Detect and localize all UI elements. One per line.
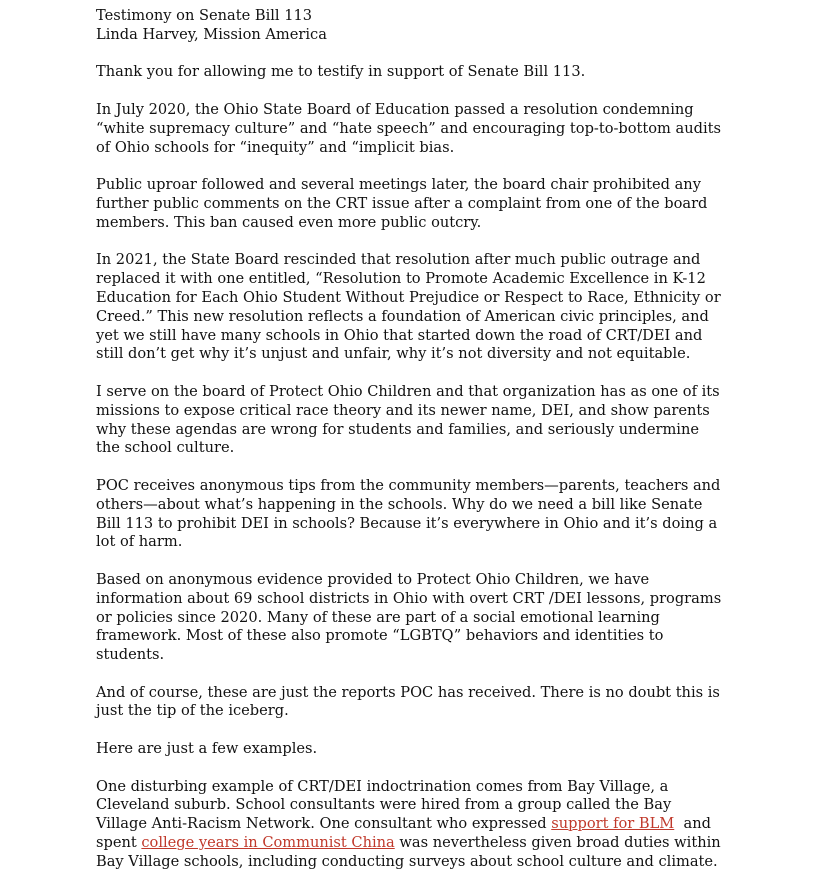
link-support-for-blm[interactable]: support for BLM <box>551 815 675 833</box>
bay-village-text-c: was nevertheless given broad duties within Bay Village schools, including conducting surveys about school culture and climate. <box>96 834 721 870</box>
paragraph-bay-village <box>96 778 726 872</box>
paragraph-public-uproar: Public uproar followed and several meetings later, the board chair prohibited any further public comments on the CRT issue after a complaint from one of the board members. This ban caused even more public outcry. <box>96 176 708 231</box>
document-title: Testimony on Senate Bill 113 <box>96 7 313 24</box>
paragraph-evidence: Based on anonymous evidence provided to Protect Ohio Children, we have information about 69 school districts in Ohio with overt CRT /DEI lessons, programs or policies since 2020. Many of these are part of a social emotional learning framework. Most of these also promote “LGBTQ” behaviors and identities to students. <box>96 570 722 664</box>
bay-village-text-b: and spent <box>96 815 716 852</box>
document-page <box>96 7 726 890</box>
paragraph-resolution-2020: In July 2020, the Ohio State Board of Education passed a resolution condemning “white supremacy culture” and “hate speech” and encouraging top-to-bottom audits of Ohio schools for “inequity” and “implicit bias. <box>96 100 722 156</box>
paragraph-anonymous-tips: POC receives anonymous tips from the community members—parents, teachers and others—about what’s happening in the schools. Why do we need a bill like Senate Bill 113 to prohibit DEI in schools? Because it’s everywhere in Ohio and it’s doing a lot of harm. <box>96 476 721 551</box>
paragraph-intro: Thank you for allowing me to testify in support of Senate Bill 113. <box>96 63 586 81</box>
document-author: Linda Harvey, Mission America <box>96 25 327 43</box>
paragraph-iceberg: And of course, these are just the reports POC has received. There is no doubt this is just the tip of the iceberg. <box>96 683 720 720</box>
document-header <box>96 7 726 45</box>
paragraph-resolution-2021: In 2021, the State Board rescinded that resolution after much public outrage and replaced it with one entitled, “Resolution to Promote Academic Excellence in K-12 Education for Each Ohio Student Without Prejudice or Respect to Race, Ethnicity or Creed.” This new resolution reflects a foundation of American civic principles, and yet we still have many schools in Ohio that started down the road of CRT/DEI and still don’t get why it’s unjust and unfair, why it’s not diversity and not equitable. <box>96 251 721 363</box>
link-college-years-china[interactable]: college years in Communist China <box>141 834 395 852</box>
paragraph-protect-ohio-children: I serve on the board of Protect Ohio Children and that organization has as one of its missions to expose critical race theory and its newer name, DEI, and show parents why these agendas are wrong for students and families, and seriously undermine the school culture. <box>96 382 720 457</box>
paragraph-examples: Here are just a few examples. <box>96 740 318 758</box>
bay-village-text-a: One disturbing example of CRT/DEI indoctrination comes from Bay Village, a Cleveland suburb. School consultants were hired from a group called the Bay Village Anti-Racism Network. One consultant who expressed <box>96 777 672 833</box>
